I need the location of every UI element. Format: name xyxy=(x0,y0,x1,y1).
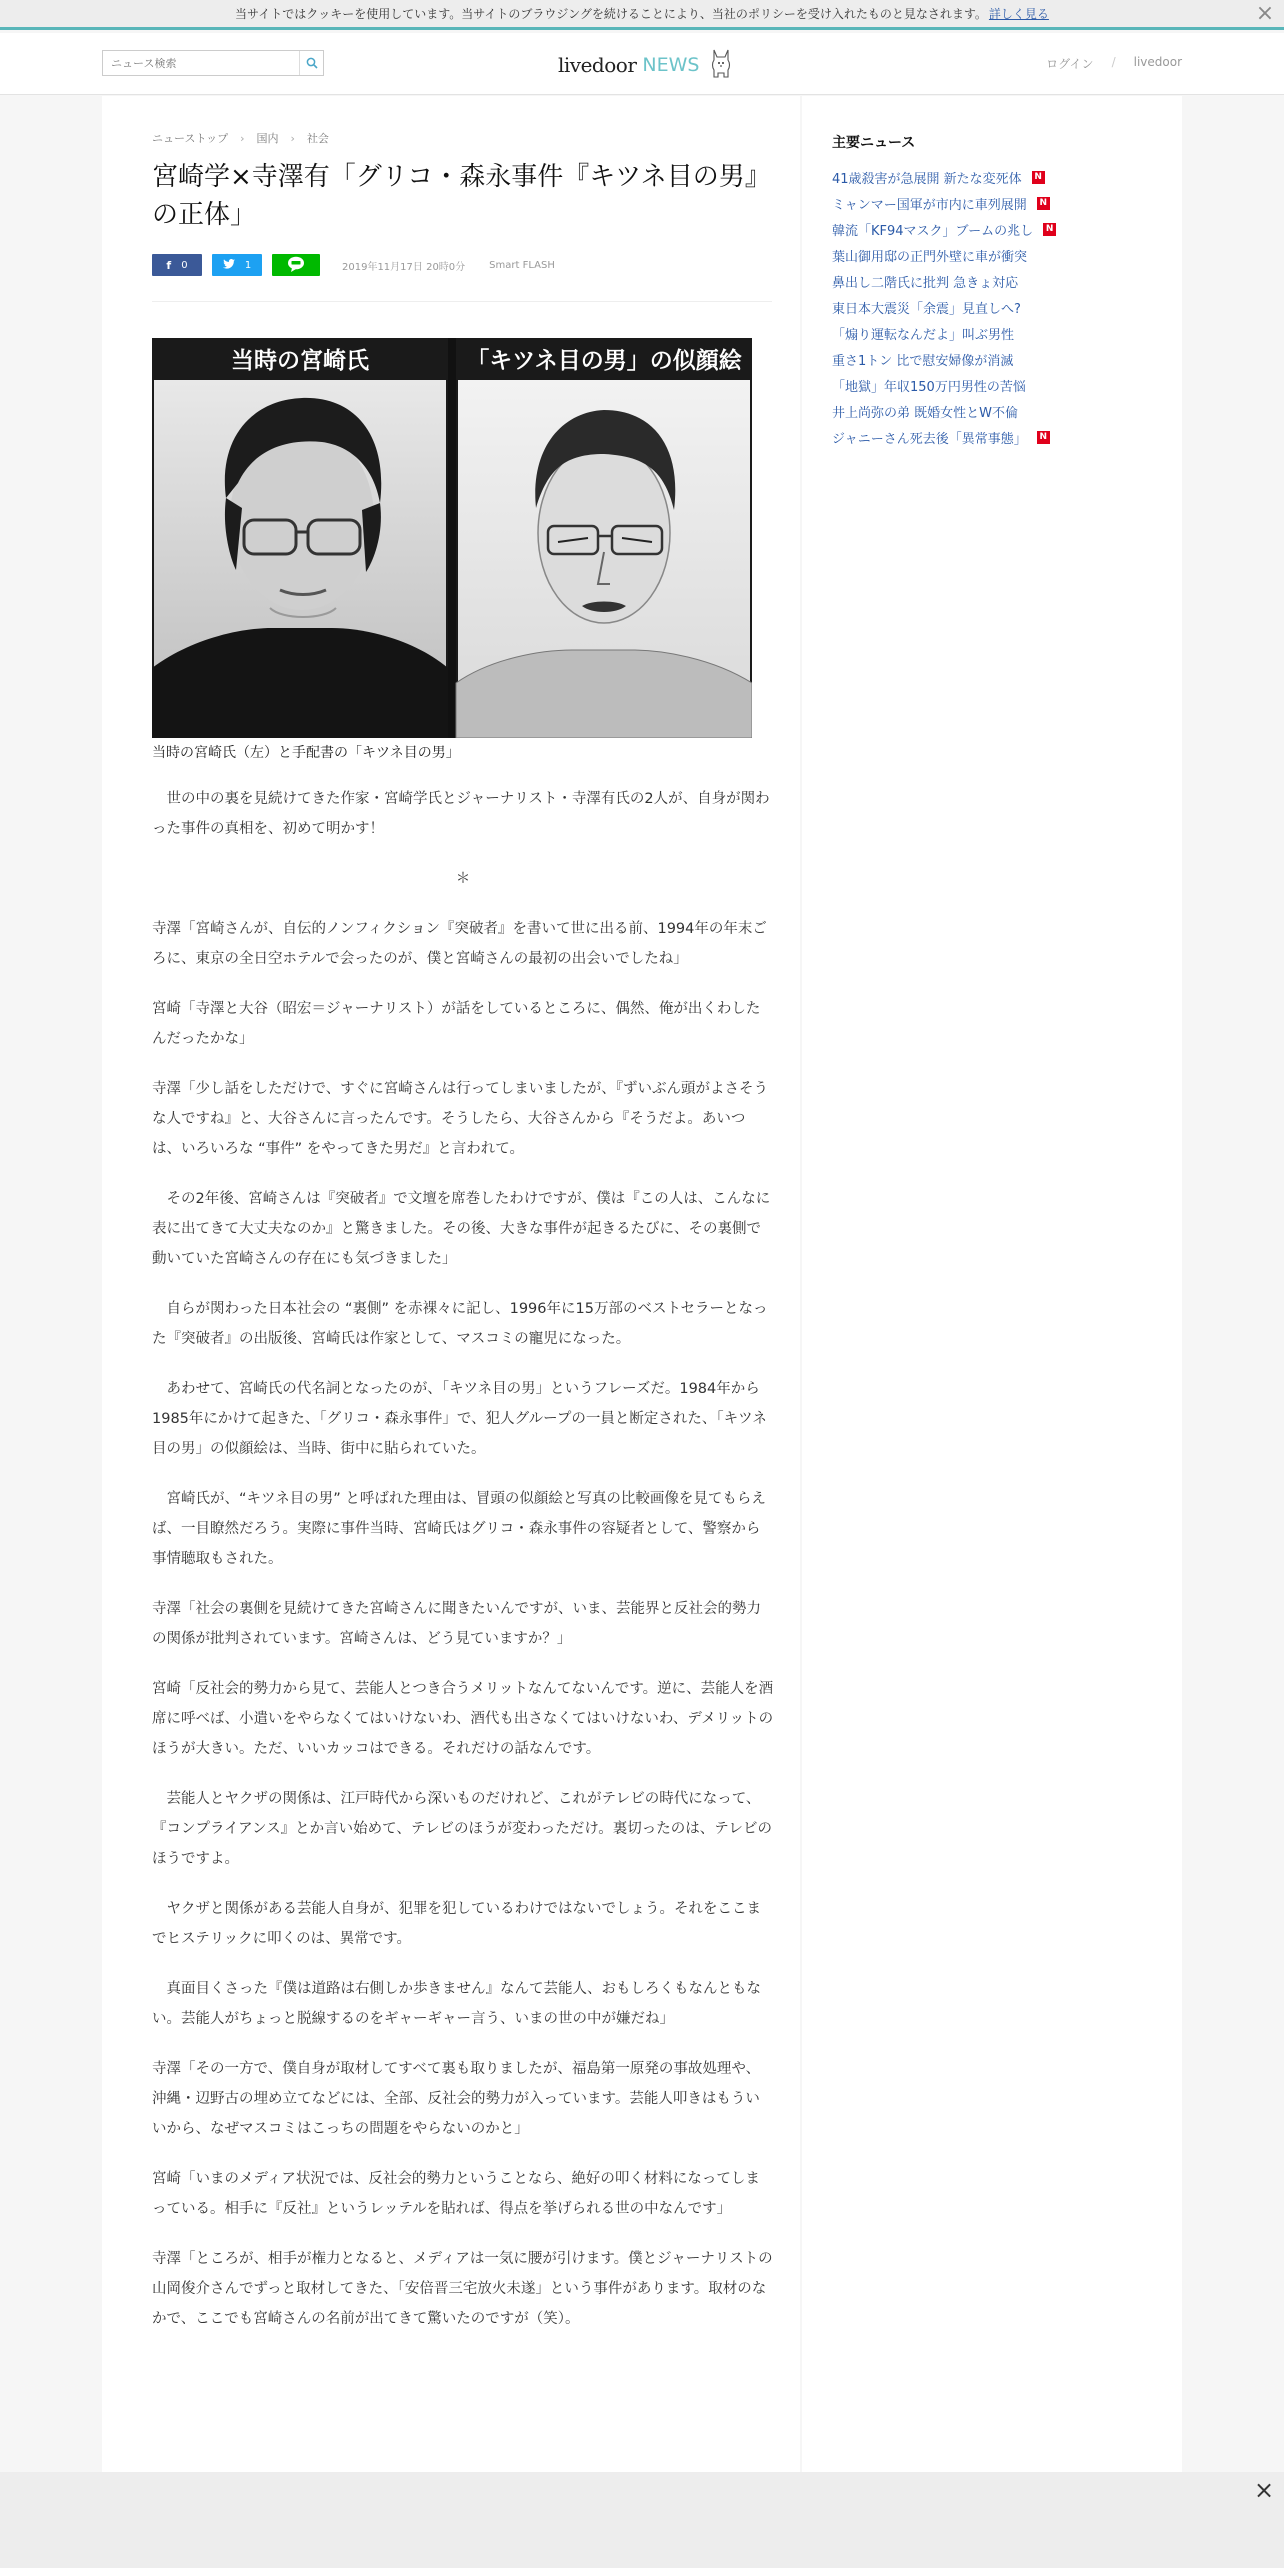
logo-news: NEWS xyxy=(642,54,700,76)
facebook-share-button[interactable] xyxy=(152,254,202,276)
list-item xyxy=(832,242,1056,268)
article-paragraph: 宮崎「寺澤と大谷（昭宏＝ジャーナリスト）が話をしているところに、偶然、俺が出くわしたんだったかな」 xyxy=(152,1001,761,1047)
news-link[interactable]: 韓流「KF94マスク」ブームの兆し xyxy=(832,223,1034,239)
chevron-right-icon: › xyxy=(290,131,295,145)
article-title: 宮崎学×寺澤有「グリコ・森永事件『キツネ目の男』の正体」 xyxy=(152,162,771,230)
breadcrumb-top[interactable]: ニューストップ xyxy=(152,132,229,145)
article-paragraph: 世の中の裏を見続けてきた作家・宮崎学氏とジャーナリスト・寺澤有氏の2人が、自身が関わった事件の真相を、初めて明かす！ xyxy=(152,791,770,837)
list-item xyxy=(832,268,1056,294)
site-logo[interactable] xyxy=(558,45,733,85)
news-link[interactable]: 葉山御用邸の正門外壁に車が衝突 xyxy=(832,249,1028,265)
breadcrumb-domestic[interactable]: 国内 xyxy=(256,132,279,145)
new-badge: N xyxy=(1032,171,1045,184)
news-link[interactable]: 鼻出し二階氏に批判 急きょ対応 xyxy=(832,275,1019,291)
login-link[interactable]: ログイン xyxy=(1046,57,1094,71)
photo-caption: 当時の宮崎氏（左）と手配書の「キツネ目の男」 xyxy=(152,745,460,761)
article-paragraph: あわせて、宮崎氏の代名詞となったのが、「キツネ目の男」というフレーズだ。1984年から1985年にかけて起きた、「グリコ・森永事件」で、犯人グループの一員と断定された、「キツネ目の男」の似顔絵は、当時、街中に貼られていた。 xyxy=(152,1381,767,1457)
article-paragraph: 宮崎氏が、“キツネ目の男” と呼ばれた理由は、冒頭の似顔絵と写真の比較画像を見てもらえば、一目瞭然だろう。実際に事件当時、宮崎氏はグリコ・森永事件の容疑者として、警察から事情聴取もされた。 xyxy=(152,1491,766,1567)
logo-brand: livedoor xyxy=(558,53,637,77)
cookie-text: 当サイトではクッキーを使用しています。当サイトのブラウジングを続けることにより、当社のポリシーを受け入れたものと見なされます。 xyxy=(235,7,987,21)
header-links xyxy=(1046,55,1182,72)
article-paragraph: 寺澤「社会の裏側を見続けてきた宮崎さんに聞きたいんですが、いま、芸能界と反社会的勢力の関係が批判されています。宮崎さんは、どう見ていますか？」 xyxy=(152,1601,761,1647)
news-link[interactable]: 重さ1トン 比で慰安婦像が消滅 xyxy=(832,353,1014,369)
list-item xyxy=(832,190,1056,216)
breadcrumb xyxy=(152,130,329,146)
news-link[interactable]: 「煽り運転なんだよ」叫ぶ男性 xyxy=(832,327,1015,343)
cookie-more-link[interactable]: 詳しく見る xyxy=(988,7,1049,21)
news-link[interactable]: ミャンマー国軍が市内に車列展開 xyxy=(832,197,1027,213)
article-paragraph: ヤクザと関係がある芸能人自身が、犯罪を犯しているわけではないでしょう。それをここまでヒステリックに叩くのは、異常です。 xyxy=(152,1901,761,1947)
facebook-count: 0 xyxy=(181,259,188,271)
twitter-share-button[interactable] xyxy=(212,254,262,276)
chevron-right-icon: › xyxy=(240,131,245,145)
header-separator: / xyxy=(1111,55,1116,69)
news-link[interactable]: 41歳殺害が急展開 新たな変死体 xyxy=(832,171,1022,187)
new-badge: N xyxy=(1037,431,1050,444)
list-item xyxy=(832,294,1056,320)
article-paragraph: 寺澤「宮崎さんが、自伝的ノンフィクション『突破者』を書いて世に出る前、1994年の年末ごろに、東京の全日空ホテルで会ったのが、僕と宮崎さんの最初の出会いでしたね」 xyxy=(152,921,767,967)
news-link[interactable]: ジャニーさん死去後「異常事態」 xyxy=(832,431,1027,447)
list-item xyxy=(832,398,1056,424)
share-row xyxy=(152,254,555,276)
photo-composite xyxy=(152,338,752,738)
sidebar xyxy=(802,96,1182,2568)
cookie-close-icon[interactable]: × xyxy=(1255,1,1275,26)
list-item xyxy=(832,216,1056,242)
article-paragraph: 寺澤「その一方で、僕自身が取材してすべて裏も取りましたが、福島第一原発の事故処理や、沖縄・辺野古の埋め立てなどには、全部、反社会的勢力が入っています。芸能人叩きはもういいから、なぜマスコミはこっちの問題をやらないのかと」 xyxy=(152,2061,761,2137)
article-paragraph: 寺澤「少し話をしただけで、すぐに宮崎さんは行ってしまいましたが、『ずいぶん頭がよさそうな人ですね』と、大谷さんに言ったんです。そうしたら、大谷さんから『そうだよ。あいつは、いろいろな “事件” をやってきた男だ』と言われて。 xyxy=(152,1081,768,1157)
list-item xyxy=(832,320,1056,346)
article-paragraph: 宮崎「いまのメディア状況では、反社会的勢力ということなら、絶好の叩く材料になってしまっている。相手に『反社』というレッテルを貼れば、得点を挙げられる世の中なんです」 xyxy=(152,2171,760,2217)
site-header xyxy=(0,33,1284,95)
article-separator: ＊ xyxy=(455,871,471,887)
top-news-list xyxy=(832,164,1056,450)
cookie-banner xyxy=(0,0,1284,30)
photo-label-right: 「キツネ目の男」の似顔絵 xyxy=(466,348,742,374)
new-badge: N xyxy=(1043,223,1056,236)
breadcrumb-society[interactable]: 社会 xyxy=(306,132,329,145)
article-date: 2019年11月17日 20時0分 xyxy=(342,261,466,273)
article-paragraph: 自らが関わった日本社会の “裏側” を赤裸々に記し、1996年に15万部のベストセラーとなった『突破者』の出版後、宮崎氏は作家として、マスコミの寵児になった。 xyxy=(152,1301,768,1347)
article-paragraph: 芸能人とヤクザの関係は、江戸時代から深いものだけれど、これがテレビの時代になって、『コンプライアンス』とか言い始めて、テレビのほうが変わっただけ。裏切ったのは、テレビのほうですよ。 xyxy=(152,1791,773,1867)
header-divider xyxy=(152,301,772,302)
line-share-button[interactable] xyxy=(272,254,320,276)
photo-label-left: 当時の宮崎氏 xyxy=(231,348,369,374)
article-card xyxy=(102,96,800,2568)
search-icon[interactable] xyxy=(299,51,323,75)
bottom-ad-bar xyxy=(0,2472,1284,2568)
news-link[interactable]: 東日本大震災「余震」見直しへ? xyxy=(832,301,1021,317)
article-paragraph: 真面目くさった『僕は道路は右側しか歩きません』なんて芸能人、おもしろくもなんともない。芸能人がちょっと脱線するのをギャーギャー言う、いまの世の中が嫌だね」 xyxy=(152,1981,761,2027)
list-item xyxy=(832,164,1056,190)
search-form xyxy=(102,50,324,76)
article-paragraph: その2年後、宮崎さんは『突破者』で文壇を席巻したわけですが、僕は『この人は、こんなに表に出てきて大丈夫なのか』と驚きました。その後、大きな事件が起きるたびに、その裏側で動いていた宮崎さんの存在にも気づきました」 xyxy=(152,1191,771,1267)
line-icon xyxy=(287,256,305,275)
twitter-count: 1 xyxy=(244,259,252,271)
list-item xyxy=(832,372,1056,398)
list-item xyxy=(832,424,1056,450)
livedoor-link[interactable]: livedoor xyxy=(1133,55,1182,69)
article-photo xyxy=(152,338,752,738)
news-link[interactable]: 「地獄」年収150万円男性の苦悩 xyxy=(832,379,1026,395)
mascot-icon xyxy=(709,46,733,84)
new-badge: N xyxy=(1037,197,1050,210)
article-paragraph: 寺澤「ところが、相手が権力となると、メディアは一気に腰が引けます。僕とジャーナリストの山岡俊介さんでずっと取材してきた、「安倍晋三宅放火未遂」という事件があります。取材のなかで、ここでも宮崎さんの名前が出てきて驚いたのですが（笑）。 xyxy=(152,2251,773,2327)
article-body xyxy=(152,784,774,2354)
twitter-icon xyxy=(223,259,235,272)
list-item xyxy=(832,346,1056,372)
article-source: Smart FLASH xyxy=(489,259,555,271)
search-input[interactable] xyxy=(103,51,299,75)
sidebar-title: 主要ニュース xyxy=(832,135,916,151)
article-paragraph: 宮崎「反社会的勢力から見て、芸能人とつき合うメリットなんてないんです。逆に、芸能人を酒席に呼べば、小遣いをやらなくてはいけないわ、酒代も出さなくてはいけないわ、デメリットのほうが大きい。ただ、いいカッコはできる。それだけの話なんです。 xyxy=(152,1681,774,1757)
ad-close-icon[interactable]: × xyxy=(1253,2476,1275,2504)
news-link[interactable]: 井上尚弥の弟 既婚女性とW不倫 xyxy=(832,405,1018,421)
facebook-icon: f xyxy=(166,258,172,272)
